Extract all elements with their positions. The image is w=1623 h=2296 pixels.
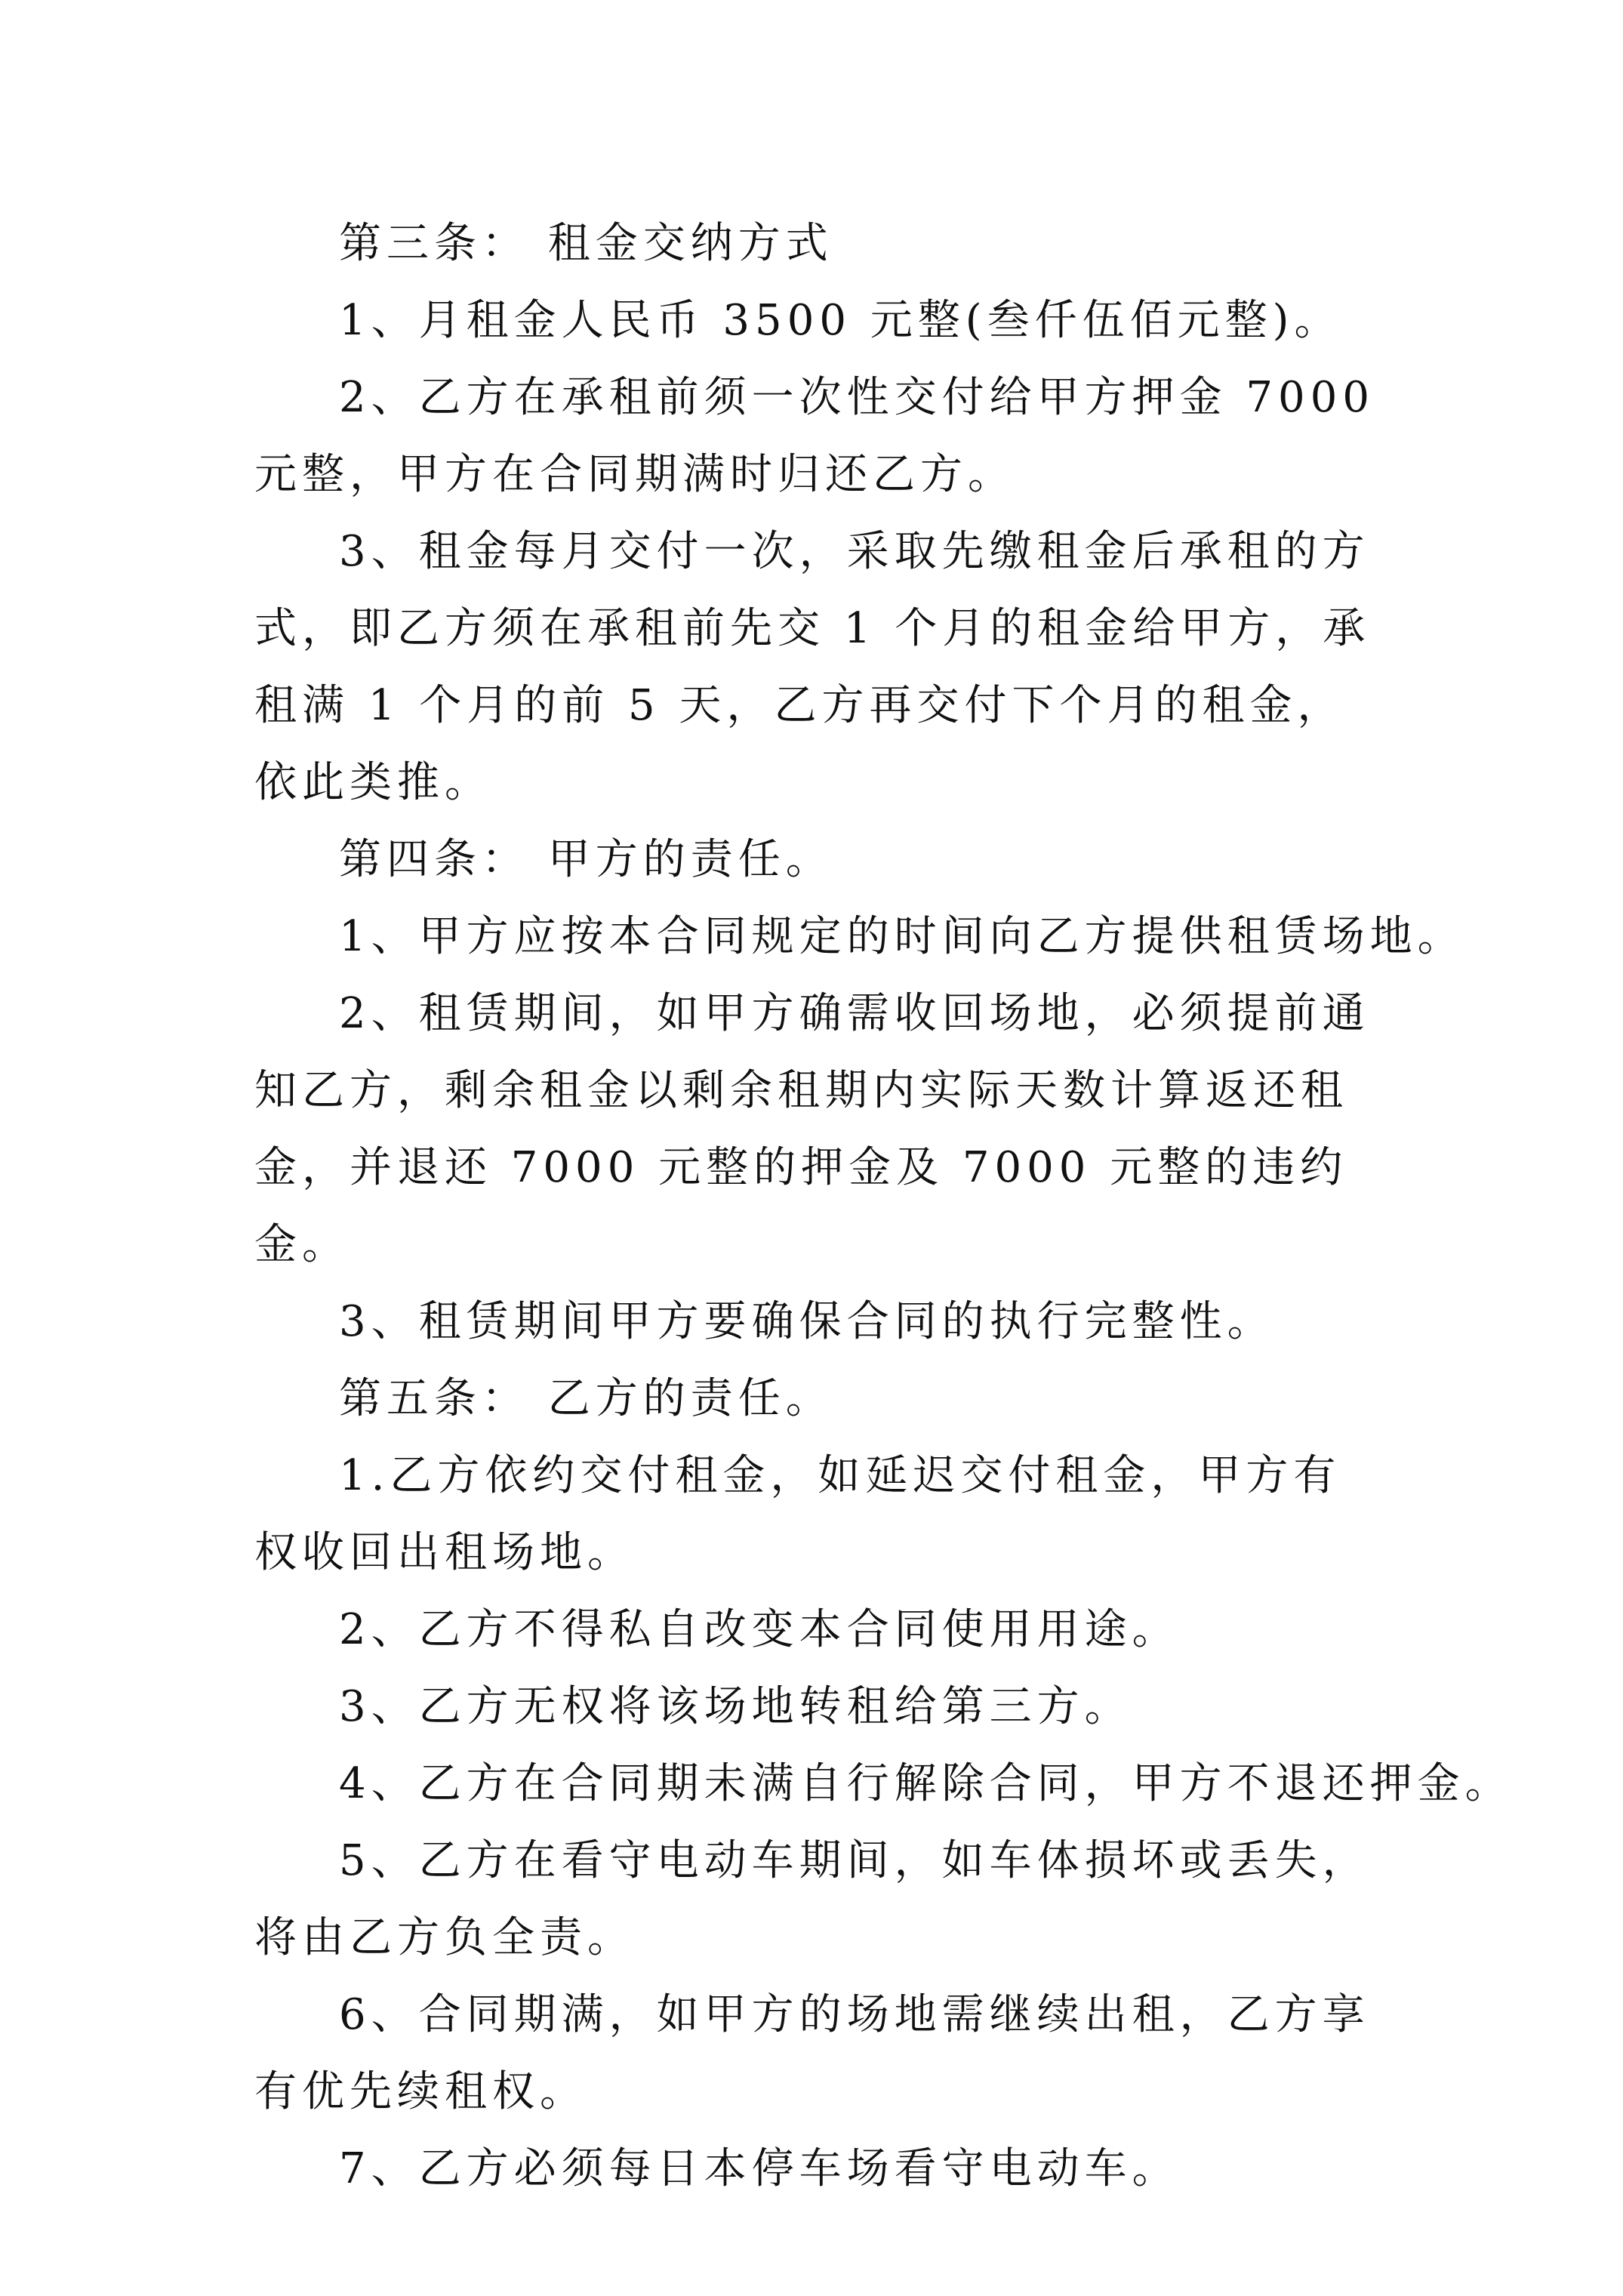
article-5-clause-5: 5、乙方在看守电动车期间，如车体损坏或丢失，将由乙方负全责。 (254, 1836, 1370, 1962)
article-3-clause-3: 3、租金每月交付一次，采取先缴租金后承租的方式，即乙方须在承租前先交 1 个月的租金给甲方，承租满 1 个月的前 5 天，乙方再交付下个月的租金，依此类推。 (254, 527, 1371, 807)
article-3-clause-1: 1、月租金人民币 3500 元整(叁仟伍佰元整)。 (339, 296, 1342, 345)
article-4-heading: 第四条： 甲方的责任。 (339, 835, 833, 884)
article-5-clause-7: 7、乙方必须每日本停车场看守电动车。 (339, 2144, 1180, 2193)
article-3-clause-2: 2、乙方在承租前须一次性交付给甲方押金 7000 元整，甲方在合同期满时归还乙方。 (254, 373, 1375, 499)
article-4-clause-1: 1、甲方应按本合同规定的时间向乙方提供租赁场地。 (339, 912, 1465, 961)
article-4-clause-2: 2、租赁期间，如甲方确需收回场地，必须提前通知乙方，剩余租金以剩余租期内实际天数计算返还租金，并退还 7000 元整的押金及 7000 元整的违约金。 (254, 989, 1370, 1269)
article-5-clause-1: 1.乙方依约交付租金，如延迟交付租金，甲方有权收回出租场地。 (254, 1451, 1341, 1577)
article-5-clause-4: 4、乙方在合同期未满自行解除合同，甲方不退还押金。 (339, 1759, 1513, 1808)
document-body (254, 205, 1513, 2208)
article-5-heading: 第五条： 乙方的责任。 (339, 1374, 833, 1423)
article-3-heading: 第三条： 租金交纳方式 (339, 219, 833, 268)
article-5-clause-2: 2、乙方不得私自改变本合同使用用途。 (339, 1605, 1180, 1654)
article-4-clause-3: 3、租赁期间甲方要确保合同的执行完整性。 (339, 1297, 1275, 1346)
article-5-clause-6: 6、合同期满，如甲方的场地需继续出租，乙方享有优先续租权。 (254, 1990, 1370, 2116)
article-5-clause-3: 3、乙方无权将该场地转租给第三方。 (339, 1682, 1132, 1731)
